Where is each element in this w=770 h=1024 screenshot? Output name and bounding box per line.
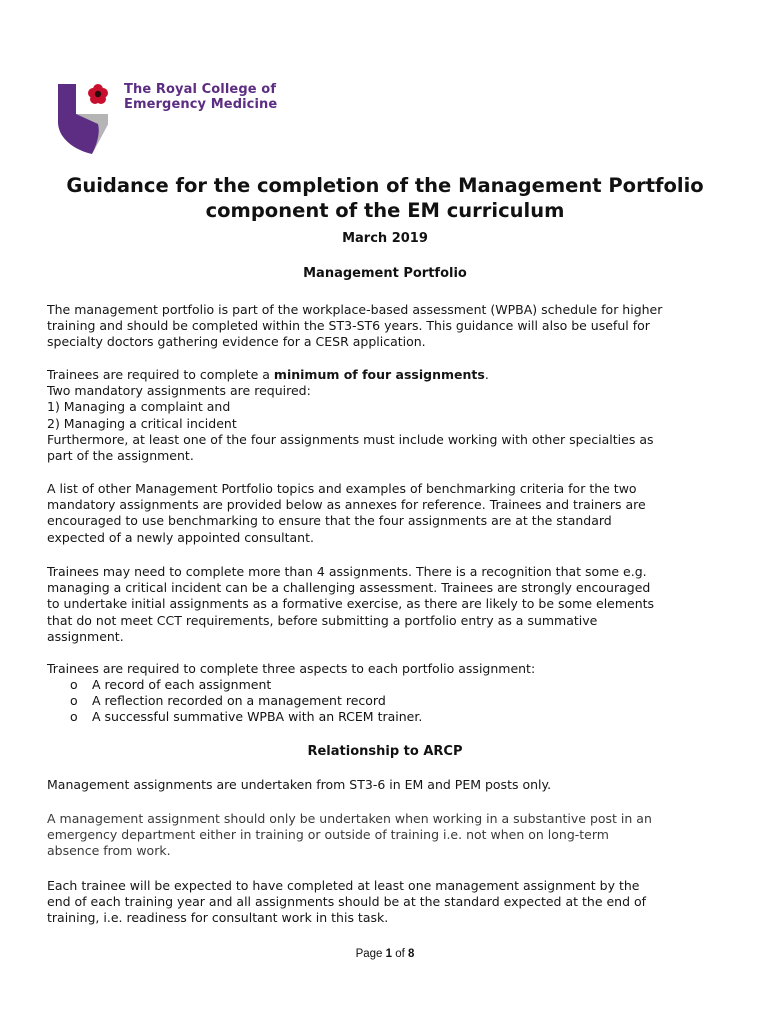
title-line1: Guidance for the completion of the Management Portfolio — [66, 174, 704, 197]
current-page-number: 1 — [385, 948, 393, 960]
section-heading-management-portfolio: Management Portfolio — [303, 266, 467, 281]
logo-text-line2: Emergency Medicine — [124, 97, 278, 112]
document-date: March 2019 — [342, 231, 428, 246]
aspects-list — [70, 677, 422, 726]
paragraph-benchmarking: A list of other Management Portfolio topics and examples of benchmarking criteria for the two mandatory assignments are provided below as annexes for reference. Trainees and trainers are encouraged to use benchmarking to ensure that the four assignments are at the standard expected of a newly appointed consultant. — [47, 481, 646, 545]
paragraph-arcp-posts: Management assignments are undertaken from ST3-6 in EM and PEM posts only. — [47, 777, 552, 792]
rcem-logo — [56, 80, 286, 155]
paragraph-requirements: Trainees are required to complete a minimum of four assignments. Two mandatory assignments are required: 1) Managing a complaint and 2) Managing a critical incident Furthermore, at least one of the four assignments must include working with other specialties as part of the assignment. — [47, 367, 654, 464]
paragraph-formative: Trainees may need to complete more than 4 assignments. There is a recognition that some e.g. managing a critical incident can be a challenging assessment. Trainees are strongly encouraged to undertake initial assignments as a formative exercise, as there are likely to be some elements that do not meet CCT requirements, before submitting a portfolio entry as a summative assignment. — [47, 564, 655, 644]
section-heading-arcp: Relationship to ARCP — [307, 744, 463, 759]
list-item: o A record of each assignment — [70, 677, 272, 692]
total-page-number: 8 — [408, 948, 415, 960]
title-line2: component of the EM curriculum — [205, 199, 565, 222]
list-item: o A reflection recorded on a management record — [70, 693, 386, 709]
shield-logo-icon — [56, 80, 120, 155]
document-title — [40, 173, 730, 223]
logo-text-line1: The Royal College of — [124, 82, 277, 97]
paragraph-intro: The management portfolio is part of the workplace-based assessment (WPBA) schedule for higher training and should be completed within the ST3-ST6 years. This guidance will also be useful for specialty doctors gathering evidence for a CESR application. — [47, 302, 663, 350]
list-item: o A successful summative WPBA with an RCEM trainer. — [70, 709, 423, 725]
paragraph-expectations: Each trainee will be expected to have completed at least one management assignment by the end of each training year and all assignments should be at the standard expected at the end of training, i.e. readiness for consultant work in this task. — [47, 878, 647, 926]
page-number-footer: Page 1 of 8 — [355, 948, 415, 960]
minimum-assignments-emphasis: minimum of four assignments — [273, 367, 485, 382]
paragraph-three-aspects: Trainees are required to complete three aspects to each portfolio assignment: — [47, 661, 536, 676]
paragraph-substantive-post: A management assignment should only be undertaken when working in a substantive post in an emergency department either in training or outside of training i.e. not when on long-term absence from work. — [47, 811, 652, 859]
